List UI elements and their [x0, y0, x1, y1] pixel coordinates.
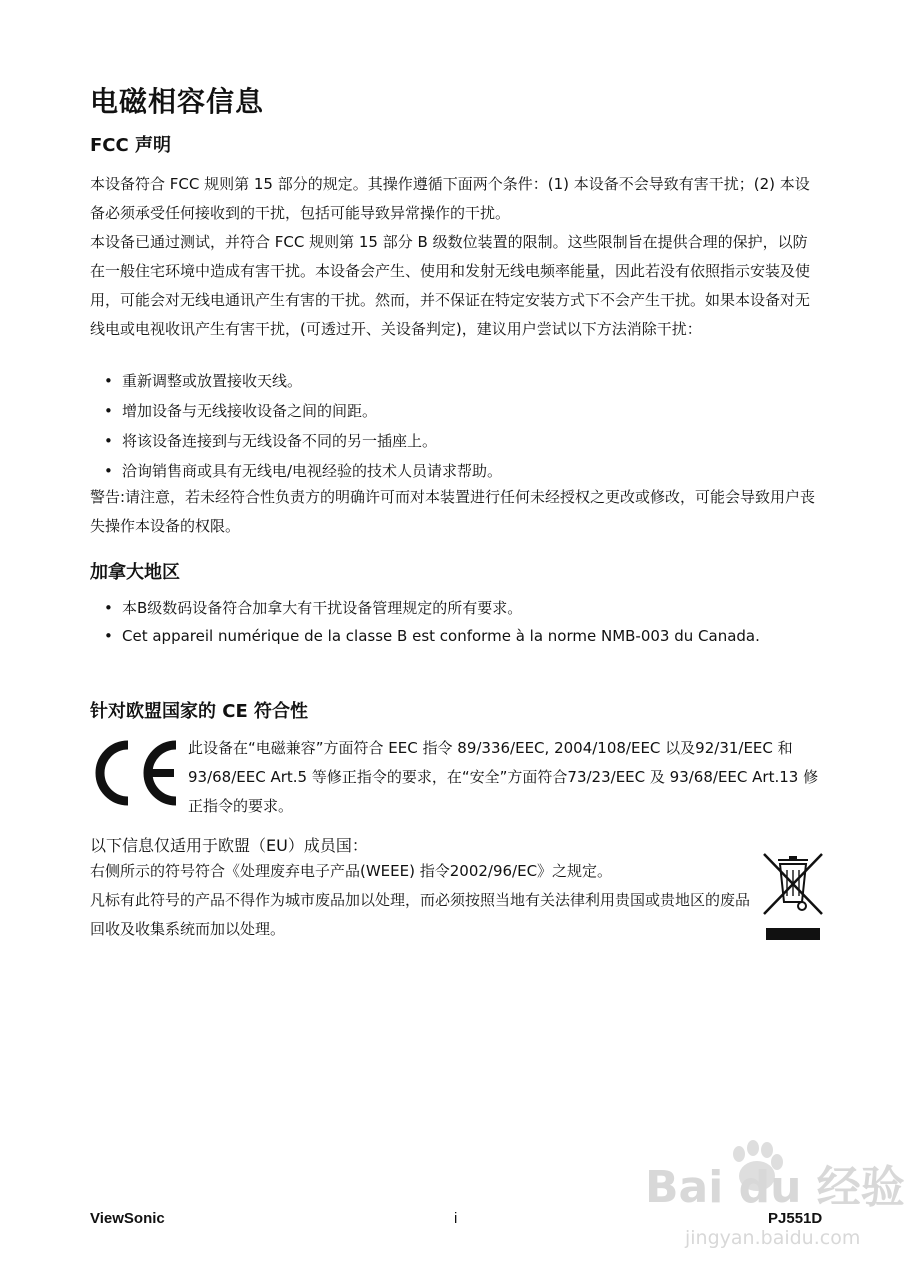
list-item: • 重新调整或放置接收天线。: [104, 366, 814, 396]
eu-heading: 以下信息仅适用于欧盟（EU）成员国：: [90, 836, 368, 855]
eu-line-2: 凡标有此符号的产品不得作为城市废品加以处理，而必须按照当地有关法律利用贵国或贵地区的废品回收及收集系统而加以处理。: [90, 891, 751, 938]
watermark-logo: Bai du 经验: [645, 1162, 905, 1213]
ce-heading: 针对欧盟国家的 CE 符合性: [90, 701, 309, 722]
fcc-heading: FCC 声明: [90, 135, 171, 156]
list-item: • 洽询销售商或具有无线电/电视经验的技术人员请求帮助。: [104, 456, 814, 486]
eu-line-1: 右侧所示的符号符合《处理废弃电子产品(WEEE) 指令2002/96/EC》之规定。: [90, 862, 613, 880]
footer-model: PJ551D: [768, 1210, 823, 1227]
fcc-warning: 警告:请注意，若未经符合性负责方的明确许可而对本装置进行任何未经授权之更改或修改，可能会导致用户丧失操作本设备的权限。: [90, 488, 816, 535]
baidu-paw-icon: [645, 1140, 905, 1250]
canada-heading: 加拿大地区: [90, 562, 180, 583]
fcc-paragraph-1: 本设备符合 FCC 规则第 15 部分的规定。其操作遵循下面两个条件：(1) 本设备不会导致有害干扰；(2) 本设备必须承受任何接收到的干扰，包括可能导致异常操作的干扰。: [90, 175, 810, 222]
crossed-out-wheelie-bin-icon: [760, 848, 826, 942]
list-item: • 增加设备与无线接收设备之间的间距。: [104, 396, 814, 426]
ce-mark-icon: [88, 737, 184, 809]
list-item: • Cet appareil numérique de la classe B est conforme à la norme NMB-003 du Canada.: [104, 622, 814, 650]
ce-description: 此设备在“电磁兼容”方面符合 EEC 指令 89/336/EEC, 2004/108/EEC 以及92/31/EEC 和 93/68/EEC Art.5 等修正指令的要求，在“安全”方面符合73/23/EEC 及 93/68/EEC Art.13 修正指令的要求。: [188, 739, 819, 815]
watermark-url: jingyan.baidu.com: [685, 1227, 861, 1249]
page-title: 电磁相容信息: [90, 85, 265, 118]
list-item: • 将该设备连接到与无线设备不同的另一插座上。: [104, 426, 814, 456]
footer-page-number: i: [454, 1210, 458, 1227]
fcc-paragraph-2: 本设备已通过测试，并符合 FCC 规则第 15 部分 B 级数位装置的限制。这些限制旨在提供合理的保护，以防在一般住宅环境中造成有害干扰。本设备会产生、使用和发射无线电频率能量，因此若没有依照指示安装及使用，可能会对无线电通讯产生有害的干扰。然而，并不保证在特定安装方式下不会产生干扰。如果本设备对无线电或电视收讯产生有害干扰，(可透过开、关设备判定)，建议用户尝试以下方法消除干扰：: [90, 233, 811, 338]
footer-brand: ViewSonic: [90, 1210, 165, 1227]
fcc-bullet-list: [104, 366, 814, 486]
list-item: • 本B级数码设备符合加拿大有干扰设备管理规定的所有要求。: [104, 594, 814, 622]
canada-bullet-list: [104, 594, 814, 650]
